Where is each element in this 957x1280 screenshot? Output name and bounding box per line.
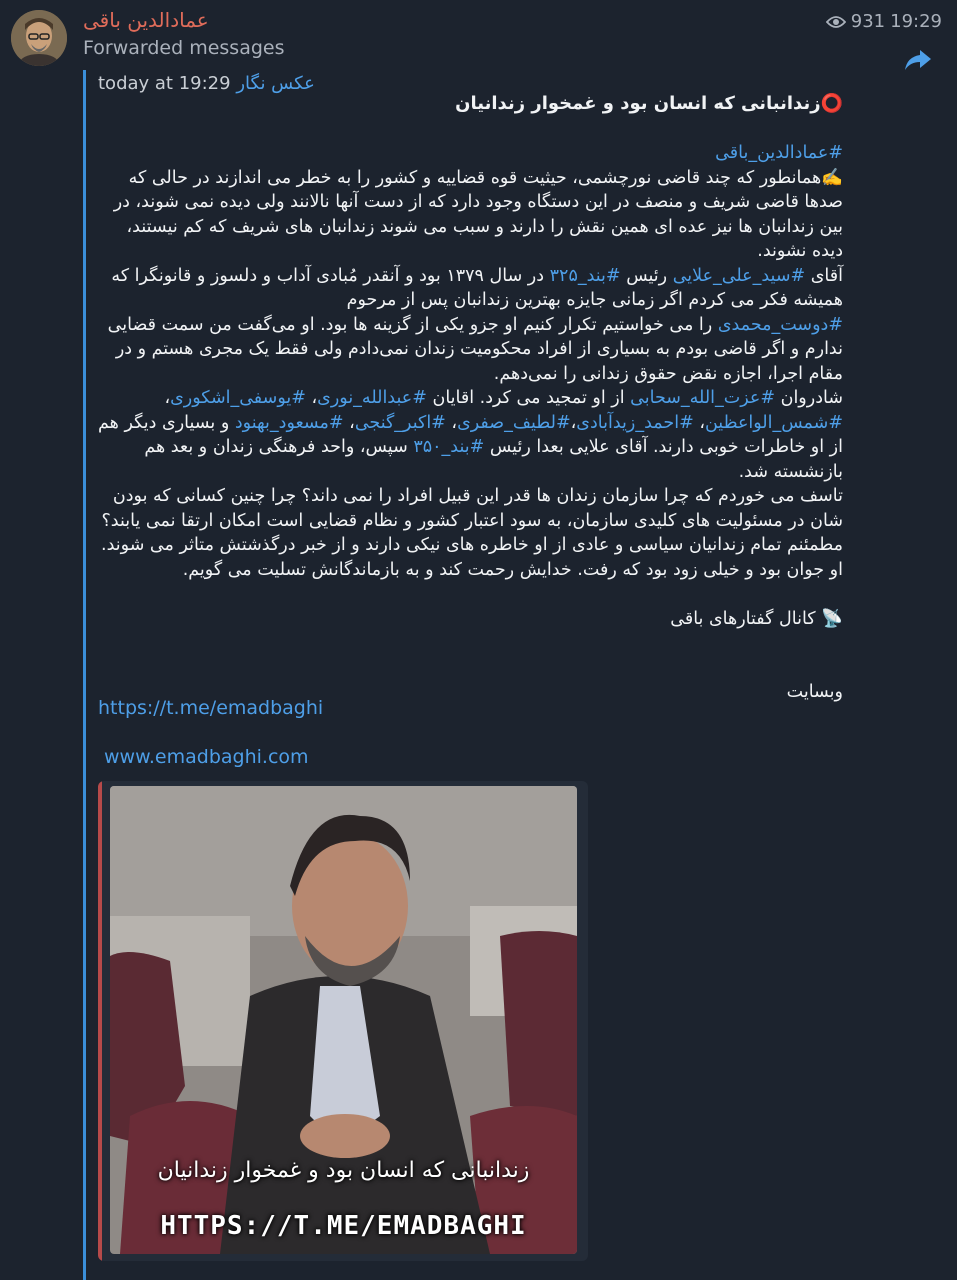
website-label: وبسایت bbox=[786, 682, 843, 702]
paragraph-5: تاسف می خوردم که چرا سازمان زندان ها قدر این قبیل افراد را نمی داند؟ چرا چنین کسانی که بودن شان در مسئولیت های کلیدی سازمان، به سود اعتبار کشور و نظام قضایی است امکان ارتقا نمی یابند؟ bbox=[101, 486, 843, 531]
paragraph-6: مطمئنم تمام زندانیان سیاسی و عادی از او خاطره های نیکی دارند و از خبر درگذشتش متاثر می شوند. او جوان بود و خیلی زود بود که رفت. خدایش رحمت کند و به بازماندگانش تسلیت می گویم. bbox=[101, 535, 843, 580]
channel-link[interactable]: https://t.me/emadbaghi bbox=[98, 697, 324, 719]
channel-line bbox=[98, 607, 843, 632]
paragraph-4: شادروان #عزت_الله_سحابی از او تمجید می کرد. اقایان #عبدالله_نوری، #یوسفی_اشکوری، #شمس_الواعظین، #احمد_زیدآبادی،#لطیف_صفری، #اکبر_گنجی، #مسعود_بهنود و بسیاری دیگر هم از او خاطرات خوبی دارند. آقای علایی بعدا رئیس #بند_۳۵۰ سپس، واحد فرهنگی زندان و بعد هم بازنشسته شد. bbox=[98, 388, 843, 482]
view-count: 931 bbox=[850, 11, 886, 32]
channel-label: کانال گفتارهای باقی bbox=[670, 608, 816, 629]
avatar-image bbox=[11, 10, 67, 66]
message-time: 19:29 bbox=[890, 11, 942, 32]
avatar[interactable] bbox=[11, 10, 67, 66]
website-link[interactable]: www.emadbaghi.com bbox=[104, 746, 309, 768]
forward-source[interactable]: عکس نگار bbox=[236, 73, 315, 94]
satellite-antenna-icon: 📡 bbox=[821, 608, 843, 629]
hashtag-link[interactable]: #بند_۳۵۰ bbox=[413, 437, 485, 457]
photo-caption: زندانبانی که انسان بود و غمخوار زندانیان bbox=[157, 1158, 530, 1183]
hashtag-link[interactable]: #بند_۳۲۵ bbox=[549, 265, 621, 286]
writing-hand-icon: ✍️ bbox=[821, 167, 843, 188]
hashtag-link[interactable]: #عمادالدین_باقی bbox=[715, 143, 843, 163]
red-circle-icon: ⭕️ bbox=[820, 93, 843, 114]
hashtag-link[interactable]: #سید_علی_علایی bbox=[672, 265, 806, 286]
photo-watermark-url: HTTPS://T.ME/EMADBAGHI bbox=[160, 1211, 527, 1241]
hashtag-link[interactable]: #اکبر_گنجی bbox=[354, 412, 446, 433]
message-body bbox=[98, 92, 843, 705]
forward-time: today at 19:29 bbox=[98, 73, 231, 94]
share-button[interactable] bbox=[904, 48, 932, 76]
preview-accent-bar bbox=[98, 781, 102, 1261]
hashtag-link[interactable]: #دوست_محمدی bbox=[717, 314, 843, 335]
paragraph-2: آقای #سید_علی_علایی رئیس #بند_۳۲۵ در سال ۱۳۷۹ بود و آنقدر مُبادی آداب و دلسوز و قانونگرا که همیشه فکر می کردم اگر زمانی جایزه بهترین زندانبان پس از مرحوم bbox=[111, 265, 843, 310]
hashtag-link[interactable]: #مسعود_بهنود bbox=[234, 412, 344, 433]
preview-photo[interactable] bbox=[110, 786, 577, 1254]
hashtag-link[interactable]: #یوسفی_اشکوری bbox=[170, 388, 306, 408]
message-title bbox=[98, 92, 843, 117]
hashtag-link[interactable]: #شمس_الواعظین bbox=[704, 412, 843, 433]
paragraph-1: ✍️همانطور که چند قاضی نورچشمی، حیثیت قوه قضاییه و کشور را به خطر می اندازند در حالی که صدها قاضی شریف و منصف در این دستگاه وجود دارد که از دست آنها نالانند ولی دیده نمی شوند، در بین زندانبان ها نیز عده ای همین نقش را دارند و سبب می شوند زندانبان های شریف که کم نیستند، دیده نشوند. bbox=[113, 167, 843, 261]
forward-origin[interactable] bbox=[98, 73, 315, 94]
hashtag-link[interactable]: #عبدالله_نوری bbox=[317, 388, 427, 408]
forwarded-messages-label: Forwarded messages bbox=[83, 37, 285, 59]
author-hashtag-line bbox=[98, 141, 843, 166]
title-text: زندانبانی که انسان بود و غمخوار زندانیان bbox=[455, 93, 821, 114]
views-time bbox=[826, 11, 942, 32]
paragraph-3: #دوست_محمدی را می خواستیم تکرار کنیم او جزو یکی از گزینه ها بود. او می‌گفت من سمت قضایی ندارم و اگر قاضی بودم به بسیاری از افراد محکومیت زندان نمی‌دادم ولی فقط یک مجری هستم و در مقام اجرا، اجازه نقض حقوق زندانی را نمی‌دهم. bbox=[107, 314, 843, 384]
link-preview[interactable] bbox=[98, 781, 588, 1261]
portrait-image bbox=[110, 786, 577, 1254]
hashtag-link[interactable]: #لطیف_صفری bbox=[457, 412, 571, 433]
sender-name[interactable]: عمادالدین باقی bbox=[83, 8, 209, 32]
forward-quote-bar bbox=[83, 70, 86, 1280]
eye-icon bbox=[826, 15, 846, 29]
hashtag-link[interactable]: #عزت_الله_سحابی bbox=[630, 388, 776, 408]
hashtag-link[interactable]: #احمد_زیدآبادی bbox=[576, 412, 694, 433]
share-arrow-icon bbox=[904, 48, 932, 72]
